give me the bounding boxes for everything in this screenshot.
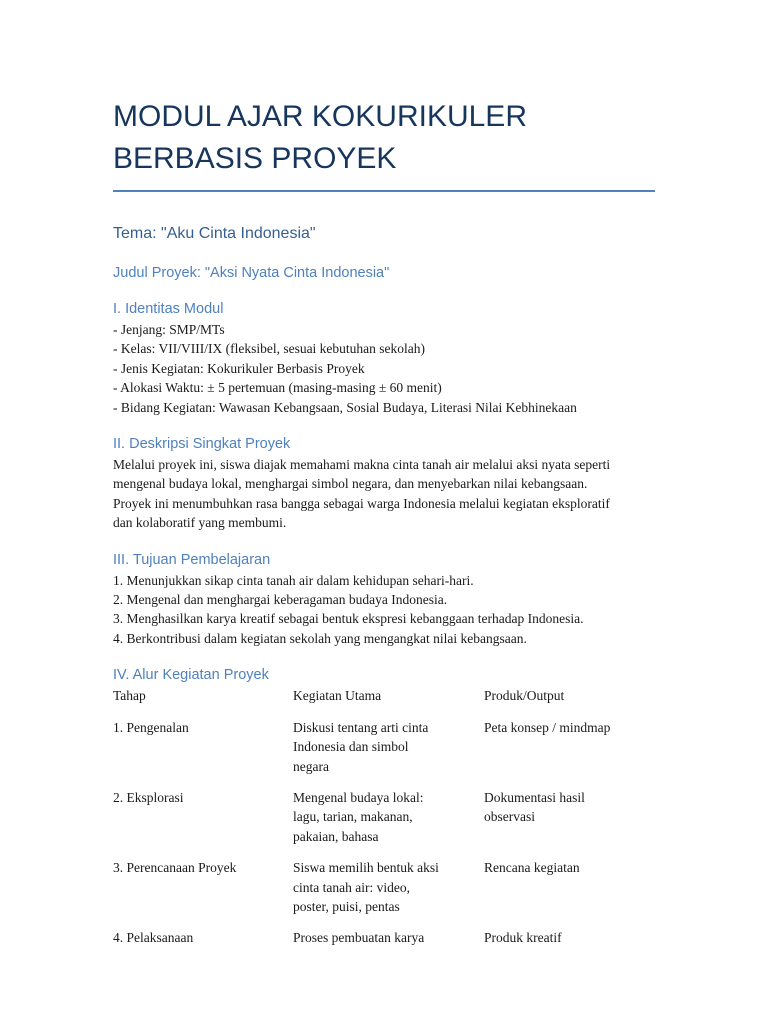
cell-line: Proses pembuatan karya: [293, 930, 425, 946]
cell-line: Indonesia dan simbol: [293, 739, 409, 755]
cell-tahap: 4. Pelaksanaan: [113, 930, 194, 946]
identitas-item: - Jenjang: SMP/MTs: [113, 322, 225, 337]
section-identitas-heading: I. Identitas Modul: [113, 301, 224, 317]
cell-line: Siswa memilih bentuk aksi: [293, 860, 439, 876]
cell-kegiatan: [293, 718, 484, 788]
column-header-kegiatan: Kegiatan Utama: [293, 688, 382, 704]
cell-line: observasi: [484, 809, 535, 825]
cell-line: Peta konsep / mindmap: [484, 719, 611, 735]
deskripsi-paragraph: [113, 455, 655, 533]
alur-table: [113, 686, 655, 959]
deskripsi-line: Melalui proyek ini, siswa diajak memahami makna cinta tanah air melalui aksi nyata seperti: [113, 457, 611, 473]
column-header-tahap: Tahap: [113, 688, 146, 704]
tujuan-item: 3. Menghasilkan karya kreatif sebagai bentuk ekspresi kebanggaan terhadap Indonesia.: [113, 611, 584, 627]
deskripsi-line: Proyek ini menumbuhkan rasa bangga sebagai warga Indonesia melalui kegiatan eksploratif: [113, 495, 610, 511]
cell-line: pakaian, bahasa: [293, 828, 379, 844]
cell-kegiatan: [293, 788, 484, 858]
section-tujuan-heading: III. Tujuan Pembelajaran: [113, 551, 271, 568]
tujuan-item: 4. Berkontribusi dalam kegiatan sekolah yang mengangkat nilai kebangsaan.: [113, 630, 527, 646]
tujuan-item: 2. Mengenal dan menghargai keberagaman budaya Indonesia.: [113, 592, 448, 608]
cell-line: cinta tanah air: video,: [293, 879, 410, 895]
cell-tahap: 3. Perencanaan Proyek: [113, 860, 237, 876]
identitas-item: - Alokasi Waktu: ± 5 pertemuan (masing-masing ± 60 menit): [113, 380, 442, 396]
identitas-item: - Bidang Kegiatan: Wawasan Kebangsaan, Sosial Budaya, Literasi Nilai Kebhinekaan: [113, 399, 577, 415]
cell-tahap: 1. Pengenalan: [113, 719, 189, 735]
cell-line: negara: [293, 758, 329, 774]
cell-produk: [484, 788, 655, 858]
identitas-item: - Jenis Kegiatan: Kokurikuler Berbasis Proyek: [113, 360, 365, 376]
cell-line: Mengenal budaya lokal:: [293, 789, 424, 805]
cell-line: Rencana kegiatan: [484, 860, 580, 876]
cell-produk: [484, 858, 655, 928]
table-row: [113, 858, 655, 928]
deskripsi-line: mengenal budaya lokal, menghargai simbol negara, dan menyebarkan nilai kebangsaan.: [113, 476, 588, 492]
cell-line: lagu, tarian, makanan,: [293, 809, 413, 825]
document-page: [113, 96, 655, 960]
section-deskripsi-heading: II. Deskripsi Singkat Proyek: [113, 436, 291, 453]
title-underline: [113, 190, 655, 192]
cell-line: Produk kreatif: [484, 930, 562, 946]
cell-produk: [484, 718, 655, 788]
section-alur-heading: IV. Alur Kegiatan Proyek: [113, 667, 269, 684]
identitas-list: [113, 320, 655, 417]
cell-line: poster, puisi, pentas: [293, 898, 400, 914]
cell-produk: [484, 928, 655, 959]
cell-tahap: 2. Eksplorasi: [113, 789, 184, 805]
document-title: MODUL AJAR KOKURIKULER BERBASIS PROYEK: [113, 100, 527, 175]
cell-kegiatan: [293, 928, 484, 959]
tujuan-item: 1. Menunjukkan sikap cinta tanah air dalam kehidupan sehari-hari.: [113, 572, 474, 588]
judul-proyek-heading: Judul Proyek: "Aksi Nyata Cinta Indonesia": [113, 265, 390, 281]
tujuan-list: [113, 571, 655, 649]
tema-heading: Tema: "Aku Cinta Indonesia": [113, 225, 316, 242]
identitas-item: - Kelas: VII/VIII/IX (fleksibel, sesuai kebutuhan sekolah): [113, 341, 426, 357]
table-row: [113, 718, 655, 788]
column-header-produk: Produk/Output: [484, 688, 565, 704]
deskripsi-line: dan kolaboratif yang membumi.: [113, 515, 287, 531]
cell-line: Diskusi tentang arti cinta: [293, 719, 429, 735]
table-row: [113, 928, 655, 959]
table-row: [113, 788, 655, 858]
cell-kegiatan: [293, 858, 484, 928]
cell-line: Dokumentasi hasil: [484, 789, 585, 805]
table-header-row: [113, 686, 655, 717]
